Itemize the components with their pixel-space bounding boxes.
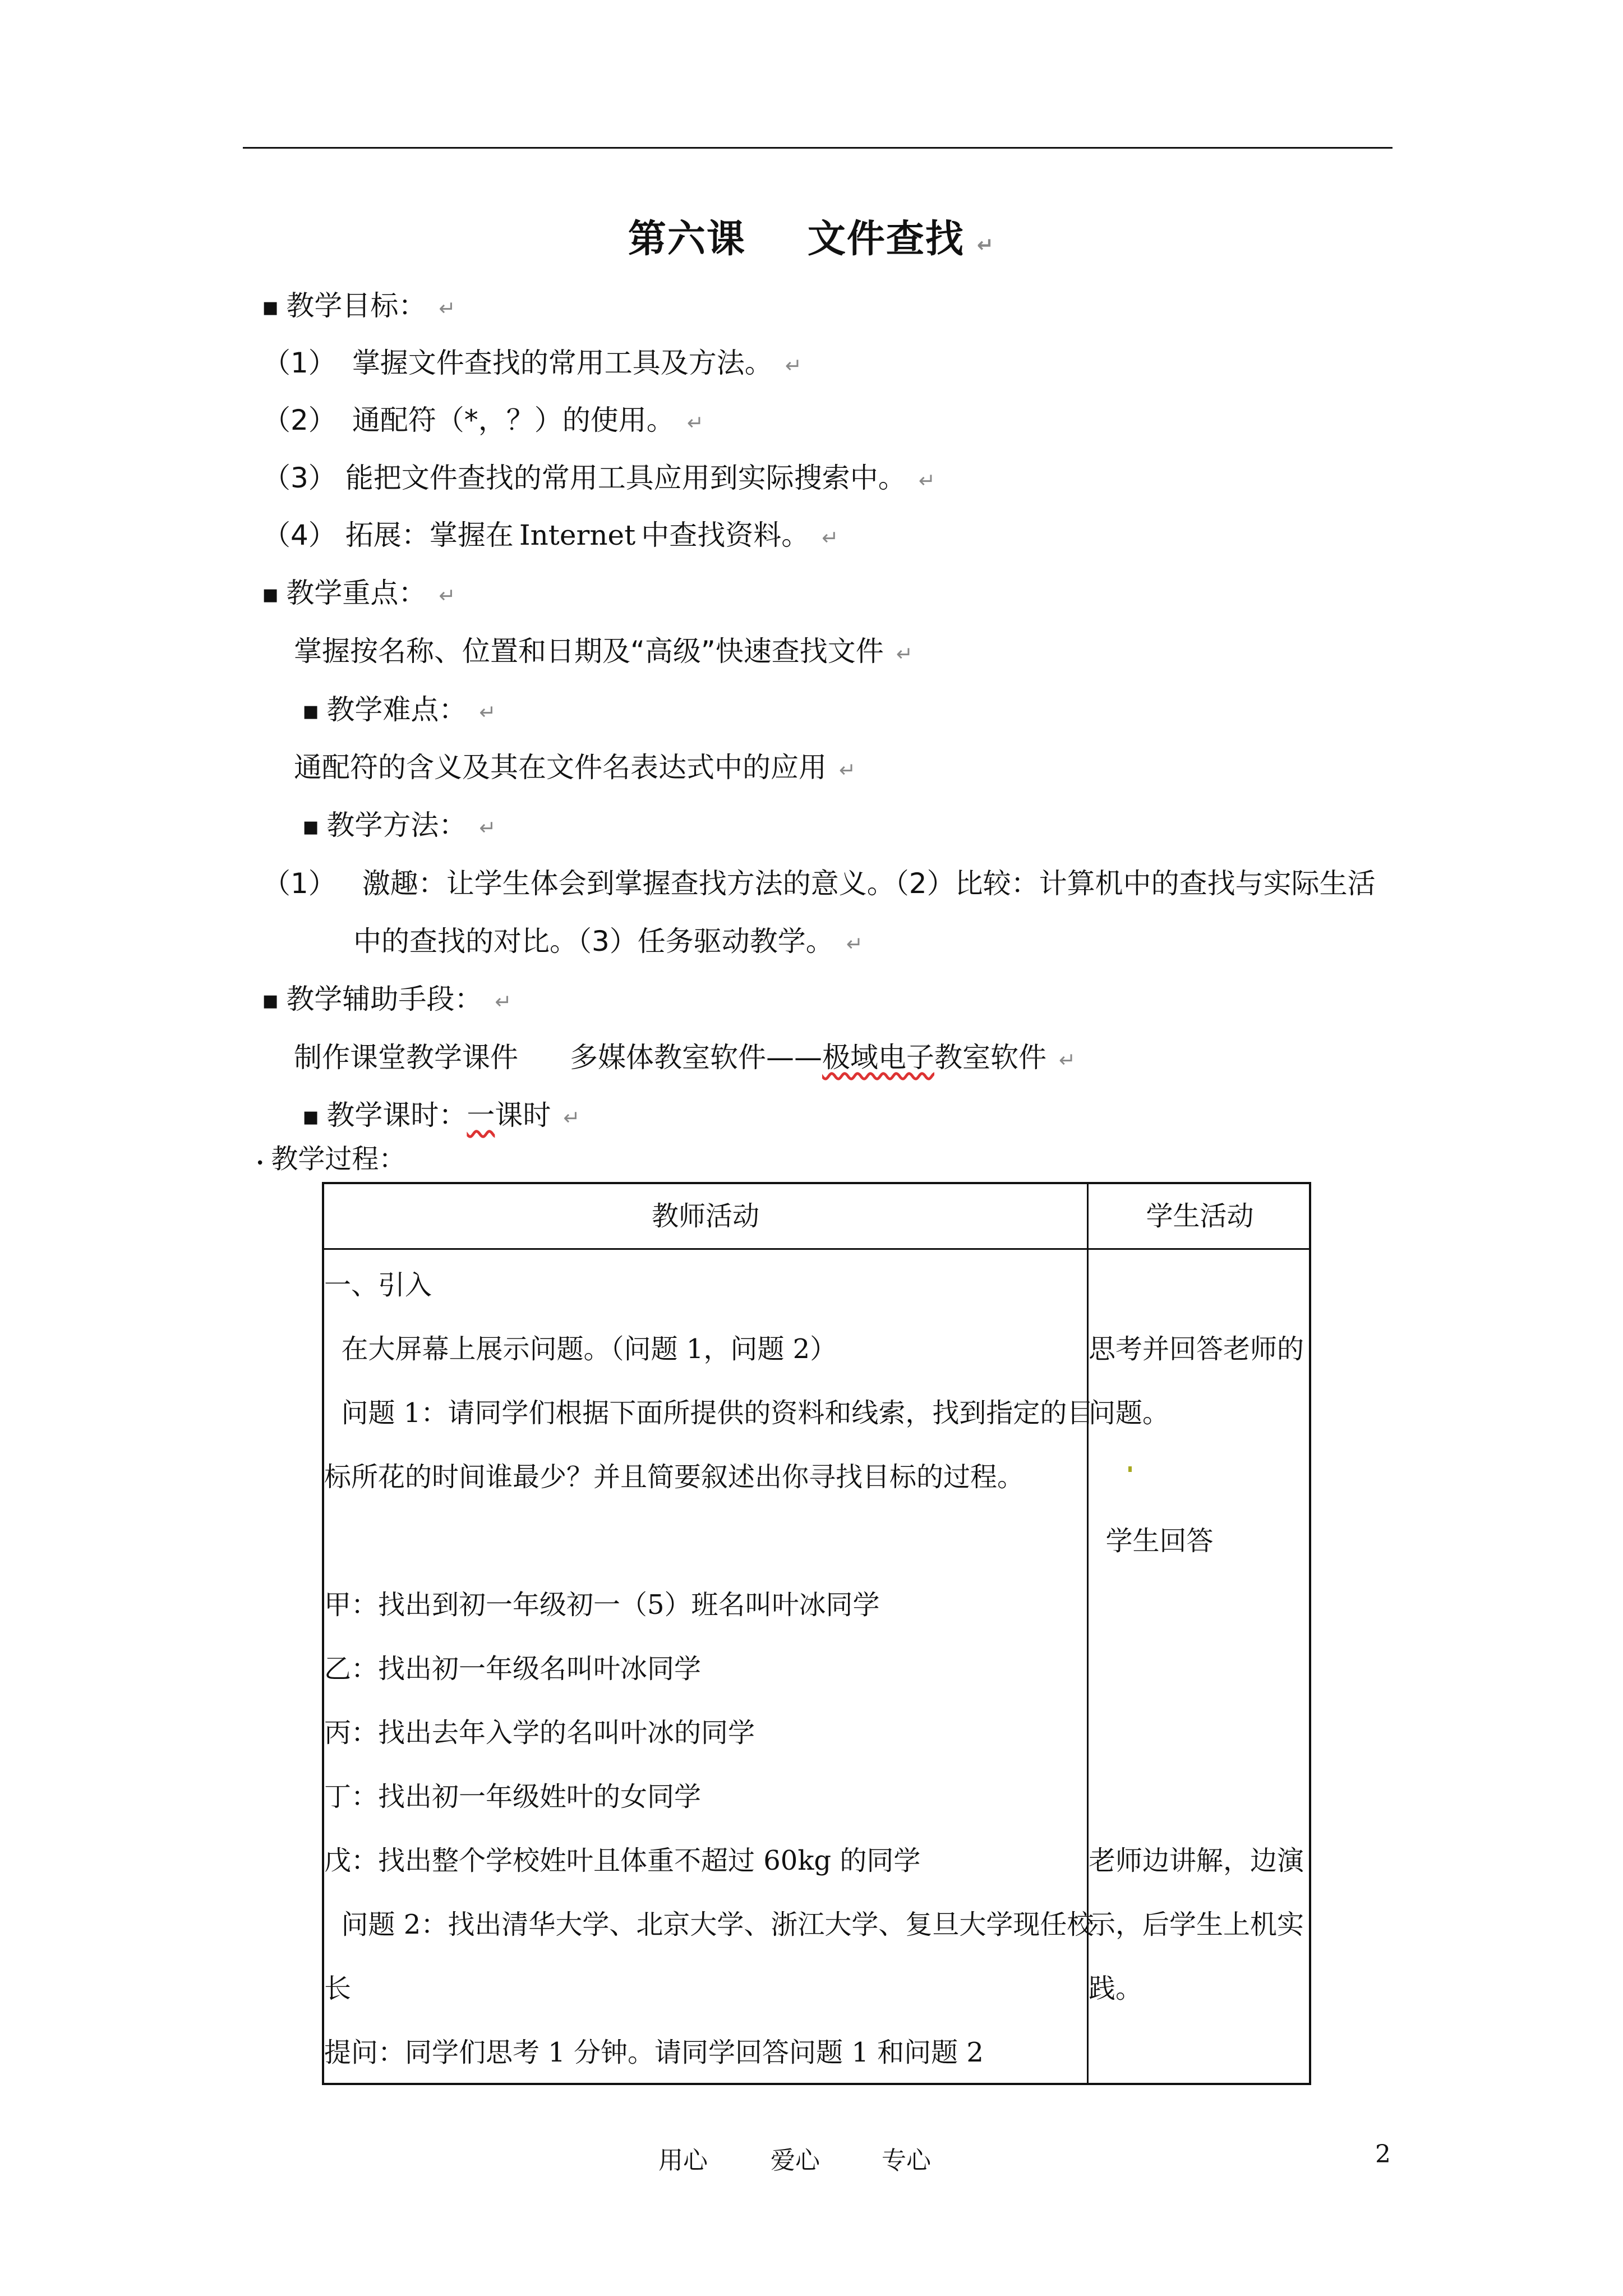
methods-line-2 xyxy=(353,924,863,961)
objectives-heading xyxy=(262,289,456,326)
paragraph-mark: ↵ xyxy=(479,817,496,840)
paragraph-mark: ↵ xyxy=(918,470,935,493)
student-note: 问题。 xyxy=(1089,1397,1170,1429)
body-text: 掌握按名称、位置和日期及“高级”快速查找文件 xyxy=(294,635,884,668)
paragraph-mark: ↵ xyxy=(839,759,856,782)
lesson-number: 第六课 xyxy=(628,217,746,261)
paragraph-mark: ↵ xyxy=(439,585,456,608)
teacher-line: 问题 2：找出清华大学、北京大学、浙江大学、复旦大学现任校 xyxy=(324,1909,1094,1940)
header-divider xyxy=(324,1248,1309,1250)
student-note: 示，后学生上机实 xyxy=(1089,1909,1304,1940)
item-text: 通配符（*，？）的使用。 xyxy=(352,404,675,436)
paragraph-mark: ↵ xyxy=(896,643,913,666)
paragraph-mark: ↵ xyxy=(439,297,456,320)
heading-label: 教学过程： xyxy=(271,1143,406,1175)
heading-label: 教学课时： xyxy=(326,1099,467,1131)
paragraph-mark: ↵ xyxy=(686,412,704,435)
methods-heading xyxy=(303,808,496,845)
teacher-line: 戊：找出整个学校姓叶且体重不超过 60kg 的同学 xyxy=(324,1845,921,1876)
key-points-text xyxy=(294,634,913,671)
body-text: 多媒体教室软件—— xyxy=(570,1041,822,1074)
footer-motto-1: 用心 xyxy=(658,2146,708,2175)
lesson-topic: 文件查找 xyxy=(807,217,965,261)
objective-item-4 xyxy=(262,518,838,555)
item-number: （2） xyxy=(262,404,336,436)
body-text: 通配符的含义及其在文件名表达式中的应用 xyxy=(294,751,827,784)
lesson-title xyxy=(0,209,1623,263)
bullet-icon: ■ xyxy=(303,701,319,721)
paragraph-mark: ↵ xyxy=(563,1107,580,1130)
heading-label: 教学目标： xyxy=(286,289,427,322)
difficulties-heading xyxy=(303,693,496,730)
bullet-icon: ■ xyxy=(262,991,279,1011)
body-text: 制作课堂教学课件 xyxy=(294,1041,518,1074)
student-note: 老师边讲解，边演 xyxy=(1089,1845,1304,1876)
objective-item-3 xyxy=(262,461,935,498)
bullet-icon: ■ xyxy=(303,817,319,837)
paragraph-mark: ↵ xyxy=(976,234,995,257)
page-number: 2 xyxy=(1375,2140,1391,2169)
teacher-line: 问题 1：请同学们根据下面所提供的资料和线索，找到指定的目 xyxy=(324,1397,1094,1429)
teacher-line: 丁：找出初一年级姓叶的女同学 xyxy=(324,1781,702,1812)
teacher-line: 标所花的时间谁最少？并且简要叙述出你寻找目标的过程。 xyxy=(324,1461,1025,1493)
spellcheck-text: 极域电子 xyxy=(822,1041,934,1074)
item-text: 掌握文件查找的常用工具及方法。 xyxy=(352,347,773,379)
bullet-icon: • xyxy=(256,1155,265,1172)
item-number: （4） xyxy=(262,519,336,551)
heading-label: 教学辅助手段： xyxy=(286,983,483,1015)
paragraph-mark: ↵ xyxy=(479,701,496,724)
heading-label: 教学难点： xyxy=(326,693,467,726)
item-number: （3） xyxy=(262,462,336,494)
teacher-line: 提问：同学们思考 1 分钟。请同学回答问题 1 和问题 2 xyxy=(324,2037,984,2068)
bullet-icon: ■ xyxy=(262,297,279,318)
student-note: 思考并回答老师的 xyxy=(1089,1333,1304,1365)
item-number: （1） xyxy=(262,867,336,900)
column-divider xyxy=(1087,1184,1089,2083)
difficulties-text xyxy=(294,751,856,788)
process-heading xyxy=(256,1142,405,1180)
hours-line xyxy=(303,1098,580,1135)
item-text: 拓展：掌握在 xyxy=(345,519,514,551)
paragraph-mark: ↵ xyxy=(846,933,863,956)
header-teacher: 教师活动 xyxy=(651,1200,759,1232)
heading-label: 教学方法： xyxy=(326,809,467,841)
item-text: 能把文件查找的常用工具应用到实际搜索中。 xyxy=(345,462,906,494)
teacher-line: 一、引入 xyxy=(324,1269,432,1301)
body-text: 激趣：让学生体会到掌握查找方法的意义。（2）比较：计算机中的查找与实际生活 xyxy=(362,867,1376,900)
paragraph-mark: ↵ xyxy=(822,527,839,550)
teacher-line: 长 xyxy=(324,1973,352,2004)
process-table xyxy=(322,1182,1311,2085)
teacher-line: 丙：找出去年入学的名叫叶冰的同学 xyxy=(324,1717,755,1749)
body-text: 课时 xyxy=(495,1099,551,1131)
footer-motto-3: 专心 xyxy=(882,2146,931,2175)
header-student: 学生活动 xyxy=(1146,1200,1254,1232)
bullet-icon: ■ xyxy=(303,1107,319,1127)
bullet-icon: ■ xyxy=(262,585,279,605)
teacher-line: 甲：找出到初一年级初一（5）班名叫叶冰同学 xyxy=(324,1589,880,1621)
heading-label: 教学重点： xyxy=(286,577,427,609)
aids-heading xyxy=(262,982,512,1019)
spellcheck-text: 一 xyxy=(467,1099,495,1131)
student-note: 践。 xyxy=(1089,1973,1143,2004)
header-rule xyxy=(243,147,1393,149)
teacher-line: 在大屏幕上展示问题。（问题 1，问题 2） xyxy=(324,1333,837,1365)
body-text: 教室软件 xyxy=(934,1041,1046,1074)
key-points-heading xyxy=(262,576,456,613)
aids-text xyxy=(294,1041,1076,1078)
teacher-line: 乙：找出初一年级名叫叶冰同学 xyxy=(324,1653,702,1685)
stray-mark xyxy=(1128,1466,1132,1472)
paragraph-mark: ↵ xyxy=(495,991,512,1014)
paragraph-mark: ↵ xyxy=(785,355,802,378)
methods-line-1 xyxy=(262,867,1376,900)
item-text: 中查找资料。 xyxy=(641,519,810,551)
footer-motto-2: 爱心 xyxy=(771,2146,820,2175)
objective-item-2 xyxy=(262,403,704,440)
item-number: （1） xyxy=(262,347,336,379)
body-text: 中的查找的对比。（3）任务驱动教学。 xyxy=(353,925,834,958)
objective-item-1 xyxy=(262,346,802,383)
item-text-english: Internet xyxy=(519,519,636,551)
student-note: 学生回答 xyxy=(1089,1525,1214,1557)
paragraph-mark: ↵ xyxy=(1059,1049,1076,1072)
